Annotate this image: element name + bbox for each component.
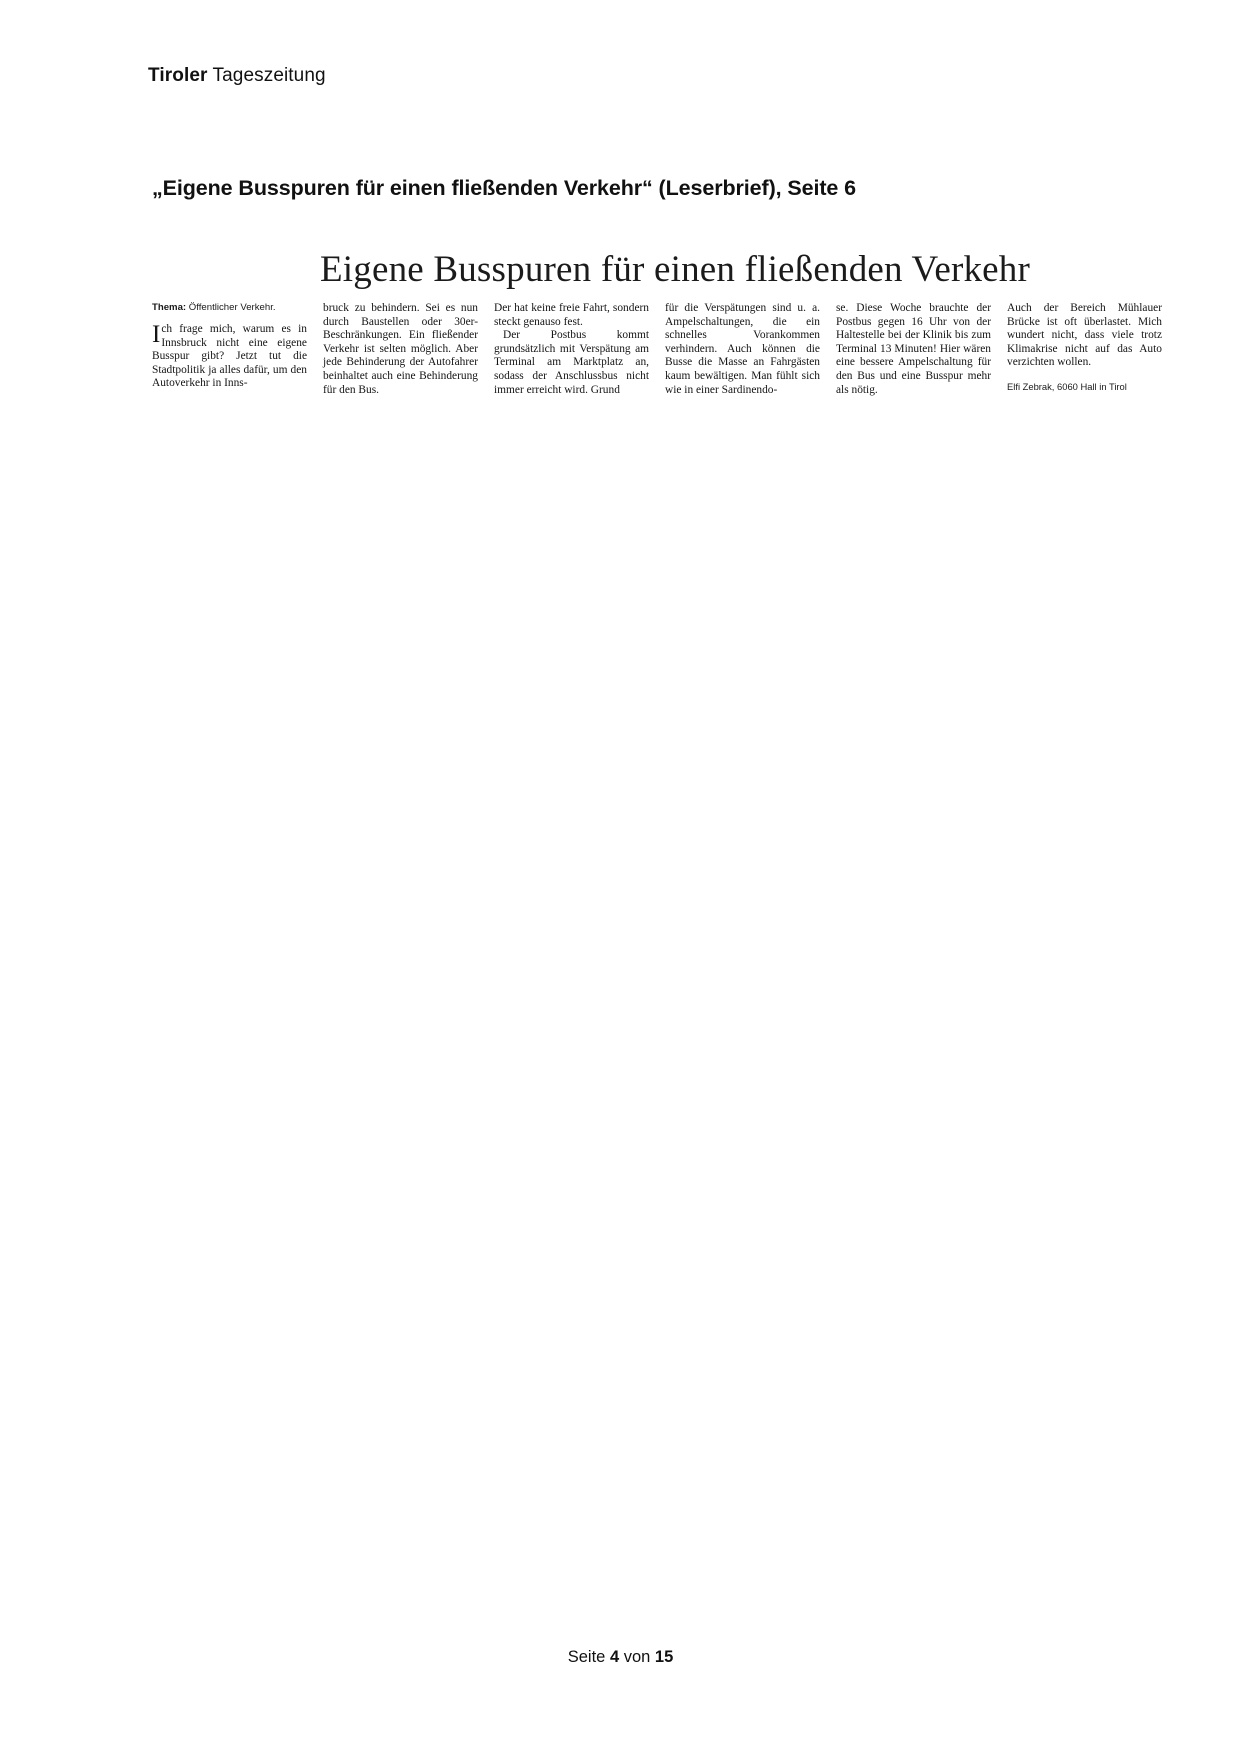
footer-current-page: 4 [609,1648,620,1666]
page-title: „Eigene Busspuren für einen fließenden Verkehr“ (Leserbrief), Seite 6 [152,176,856,200]
article-paragraph: bruck zu behindern. Sei es nun durch Baustellen oder 30er-Beschränkungen. Ein fließender Verkehr ist selten möglich. Aber jede Behinderung der Autofahrer beinhaltet auch eine Behinderung für den Bus. [323,302,478,396]
article-topic-key: Thema: [152,302,187,313]
page-footer [0,1648,1241,1667]
footer-total-pages: 15 [654,1648,674,1666]
article-title: Eigene Busspuren für einen fließenden Verkehr [319,249,1031,290]
article-topic-value: Öffentlicher Verkehr. [186,302,276,313]
masthead-brand-light: Tageszeitung [207,65,326,86]
publication-masthead [148,65,326,87]
article-paragraph: für die Verspätungen sind u. a. Ampelschaltungen, die ein schnelles Vorankommen verhindern. Auch können die Busse die Masse an Fahrgästen kaum bewältigen. Man fühlt sich wie in einer Sardinendo- [665,302,820,396]
article-paragraph: Der hat keine freie Fahrt, sondern steckt genauso fest. [494,302,649,328]
article-paragraph: Der Postbus kommt grundsätzlich mit Verspätung am Terminal am Marktplatz an, sodass der Anschlussbus nicht immer erreicht wird. Grund [494,329,649,396]
article-paragraph [152,323,307,391]
article-column-3 [494,302,649,397]
article-paragraph: Auch der Bereich Mühlauer Brücke ist oft überlastet. Mich wundert nicht, dass viele trotz Klimakrise nicht auf das Auto verzichten wollen. [1007,302,1162,369]
article-dropcap: I [152,321,161,348]
newspaper-clipping [152,240,1199,420]
article-column-2 [323,302,478,397]
footer-label-of: von [619,1648,655,1666]
article-column-4 [665,302,820,397]
article-column-5 [836,302,991,397]
article-column-6 [1007,302,1162,397]
article-column-1 [152,302,307,397]
article-topic [152,302,307,314]
footer-label-page: Seite [567,1648,610,1666]
article-paragraph: se. Diese Woche brauchte der Postbus gegen 16 Uhr von der Haltestelle bei der Klinik bis zum Terminal 13 Minuten! Hier wären eine bessere Ampelschaltung für den Bus und eine Busspur mehr als nötig. [836,302,991,396]
article-columns [152,302,1199,397]
article-signature: Elfi Zebrak, 6060 Hall in Tirol [1007,380,1127,392]
article-paragraph-text: ch frage mich, warum es in Innsbruck nicht eine eigene Busspur gibt? Jetzt tut die Stadtpolitik ja alles dafür, um den Autoverkehr in Inns- [152,323,307,390]
masthead-brand-bold: Tiroler [148,65,208,86]
